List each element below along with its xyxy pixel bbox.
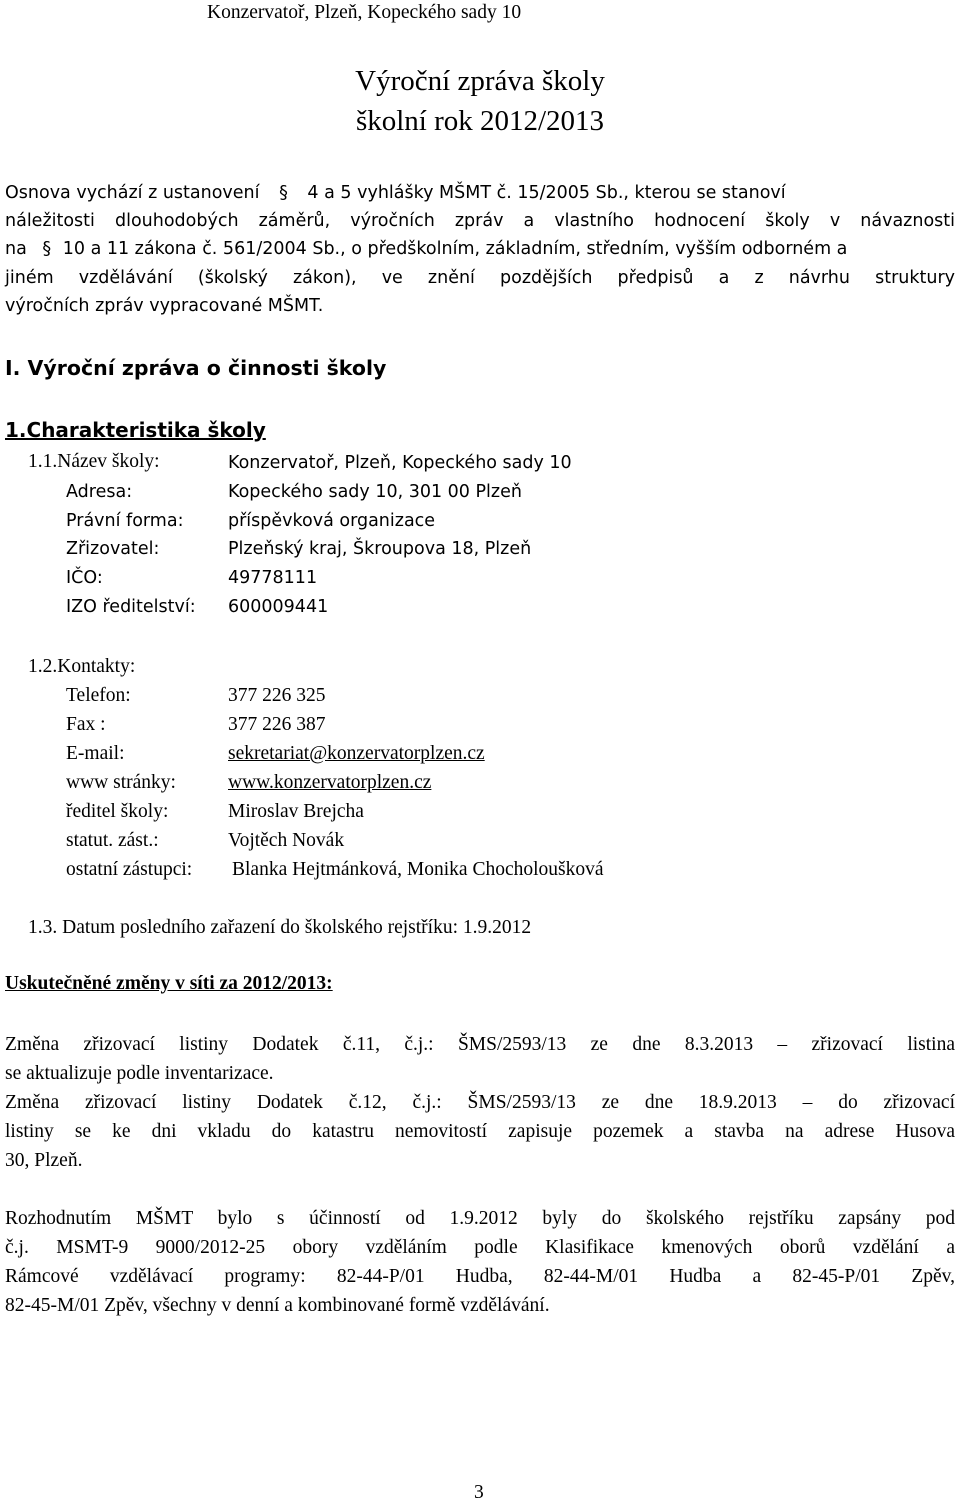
change-1-line-2: se aktualizuje podle inventarizace. — [5, 1063, 274, 1084]
legal-form-value: příspěvková organizace — [228, 511, 436, 531]
address-value: Kopeckého sady 10, 301 00 Plzeň — [228, 482, 522, 502]
other-deputies-value: Blanka Hejtmánková, Monika Chocholoušková — [232, 859, 604, 880]
deputy-label: statut. zást.: — [66, 830, 159, 851]
report-school-year: školní rok 2012/2013 — [355, 105, 605, 137]
intro-line-1c: 4 a 5 vyhlášky MŠMT č. 15/2005 Sb., kterou se stanoví — [307, 183, 786, 203]
change-2-line-3: 30, Plzeň. — [5, 1150, 83, 1171]
change-1-line-1: Změna zřizovací listiny Dodatek č.11, č.j.: ŠMS/2593/13 ze dne 8.3.2013 – zřizovací listina — [5, 1034, 955, 1055]
email-link[interactable]: sekretariat@konzervatorplzen.cz — [228, 743, 485, 764]
legal-form-label: Právní forma: — [66, 511, 184, 531]
fax-label: Fax : — [66, 714, 106, 735]
decision-line-3: Rámcové vzdělávací programy: 82-44-P/01 Hudba, 82-44-M/01 Hudba a 82-45-P/01 Zpěv, — [5, 1266, 955, 1287]
report-title: Výroční zpráva školy — [355, 65, 605, 97]
izo-label: IZO ředitelství: — [66, 597, 196, 617]
director-label: ředitel školy: — [66, 801, 169, 822]
intro-line-3c: 10 a 11 zákona č. 561/2004 Sb., o předškolním, základním, středním, vyšším odborném a — [62, 239, 848, 259]
other-deputies-label: ostatní zástupci: — [66, 859, 193, 880]
register-date: 1.3. Datum posledního zařazení do školského rejstříku: 1.9.2012 — [28, 917, 532, 938]
deputy-value: Vojtěch Novák — [228, 830, 345, 851]
intro-line-3a: na — [5, 239, 27, 259]
paragraph-sign-2: § — [42, 239, 52, 259]
phone-value: 377 226 325 — [228, 685, 326, 706]
founder-value: Plzeňský kraj, Škroupova 18, Plzeň — [228, 539, 532, 559]
ico-label: IČO: — [66, 568, 103, 588]
school-name-label: 1.1.Název školy: — [28, 451, 160, 472]
section-heading-characteristics: 1.Charakteristika školy — [5, 418, 266, 442]
fax-value: 377 226 387 — [228, 714, 326, 735]
email-label: E-mail: — [66, 743, 125, 764]
contacts-heading: 1.2.Kontakty: — [28, 656, 136, 677]
paragraph-sign: § — [279, 183, 288, 203]
intro-line-1 — [5, 183, 955, 203]
change-2-line-2: listiny se ke dni vkladu do katastru nemovitostí zapisuje pozemek a stavba na adrese Husova — [5, 1121, 955, 1142]
ico-value: 49778111 — [228, 568, 318, 588]
change-2-line-1: Změna zřizovací listiny Dodatek č.12, č.j.: ŠMS/2593/13 ze dne 18.9.2013 – do zřizovací — [5, 1092, 955, 1113]
page-number: 3 — [474, 1482, 484, 1503]
director-value: Miroslav Brejcha — [228, 801, 364, 822]
intro-line-1a: Osnova vychází z ustanovení — [5, 183, 260, 203]
izo-value: 600009441 — [228, 597, 329, 617]
page-header-title: Konzervatoř, Plzeň, Kopeckého sady 10 — [207, 2, 522, 23]
intro-line-3 — [5, 239, 955, 259]
website-link[interactable]: www.konzervatorplzen.cz — [228, 772, 432, 793]
founder-label: Zřizovatel: — [66, 539, 160, 559]
decision-line-4: 82-45-M/01 Zpěv, všechny v denní a kombinované formě vzdělávání. — [5, 1295, 550, 1316]
decision-line-1: Rozhodnutím MŠMT bylo s účinností od 1.9.2012 byly do školského rejstříku zapsány pod — [5, 1208, 955, 1229]
section-heading-activity: I. Výroční zpráva o činnosti školy — [5, 356, 387, 380]
intro-line-5: výročních zpráv vypracované MŠMT. — [5, 296, 324, 316]
changes-heading: Uskutečněné změny v síti za 2012/2013: — [5, 973, 333, 994]
web-label: www stránky: — [66, 772, 176, 793]
school-name-value: Konzervatoř, Plzeň, Kopeckého sady 10 — [228, 453, 572, 473]
intro-line-4: jiném vzdělávání (školský zákon), ve znění pozdějších předpisů a z návrhu struktury — [5, 268, 955, 288]
intro-line-2: náležitosti dlouhodobých záměrů, výročních zpráv a vlastního hodnocení školy v návaznosti — [5, 211, 955, 231]
phone-label: Telefon: — [66, 685, 131, 706]
address-label: Adresa: — [66, 482, 133, 502]
decision-line-2: č.j. MSMT-9 9000/2012-25 obory vzděláním podle Klasifikace kmenových oborů vzdělání a — [5, 1237, 955, 1258]
